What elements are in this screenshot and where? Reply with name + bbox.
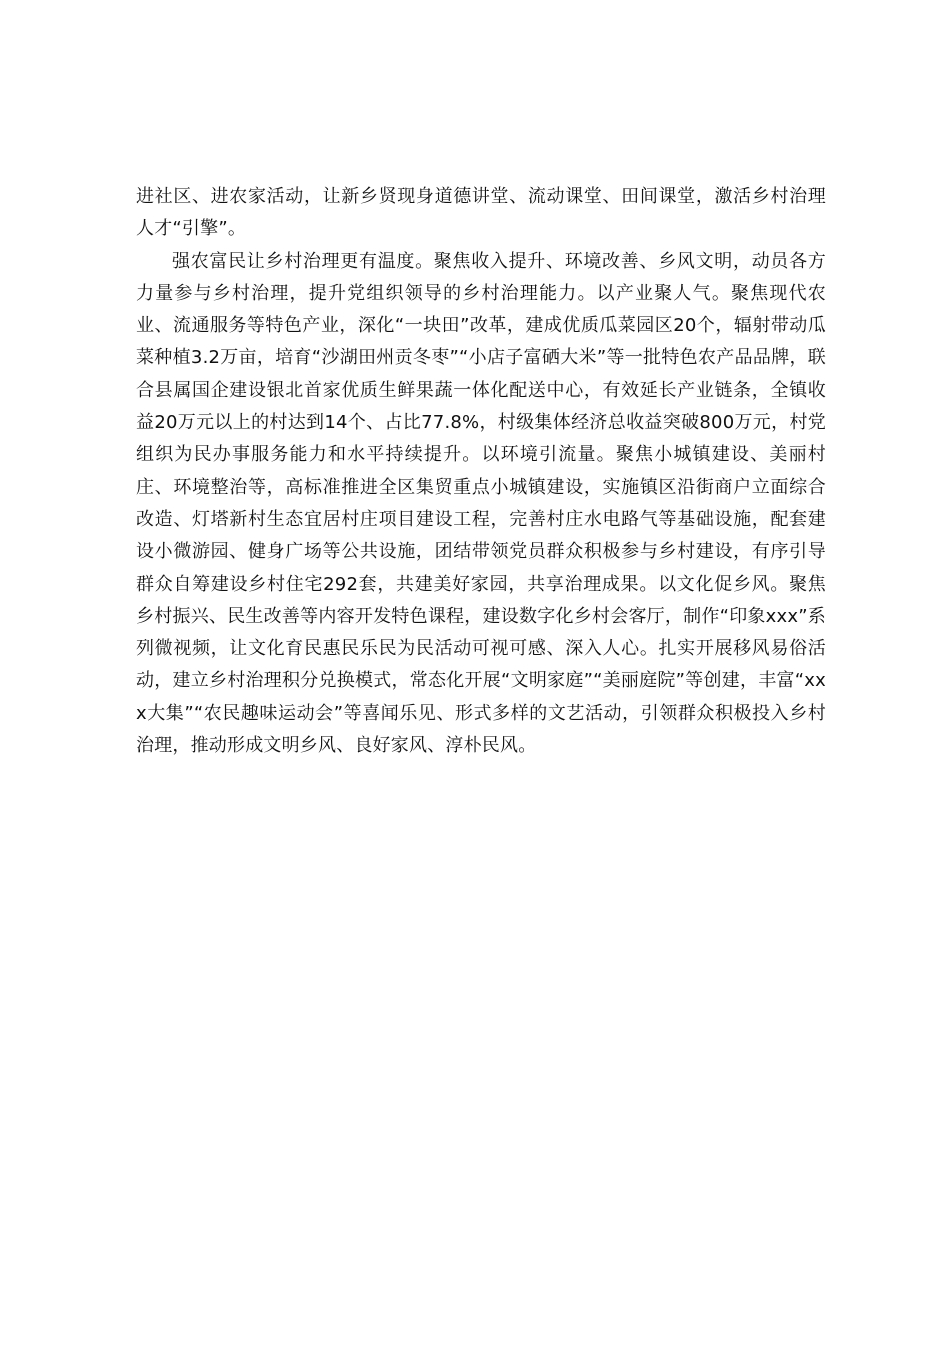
document-body bbox=[136, 181, 826, 762]
paragraph-rural-governance: 强农富民让乡村治理更有温度。聚焦收入提升、环境改善、乡风文明，动员各方力量参与乡村治理，提升党组织领导的乡村治理能力。以产业聚人气。聚焦现代农业、流通服务等特色产业，深化“一块田”改革，建成优质瓜菜园区20个，辐射带动瓜菜种植3.2万亩，培育“沙湖田州贡冬枣”“小店子富硒大米”等一批特色农产品品牌，联合县属国企建设银北首家优质生鲜果蔬一体化配送中心，有效延长产业链条，全镇收益20万元以上的村达到14个、占比77.8%，村级集体经济总收益突破800万元，村党组织为民办事服务能力和水平持续提升。以环境引流量。聚焦小城镇建设、美丽村庄、环境整治等，高标准推进全区集贸重点小城镇建设，实施镇区沿街商户立面综合改造、灯塔新村生态宜居村庄项目建设工程，完善村庄水电路气等基础设施，配套建设小微游园、健身广场等公共设施，团结带领党员群众积极参与乡村建设，有序引导群众自筹建设乡村住宅292套，共建美好家园，共享治理成果。以文化促乡风。聚焦乡村振兴、民生改善等内容开发特色课程，建设数字化乡村会客厅，制作“印象xxx”系列微视频，让文化育民惠民乐民为民活动可视可感、深入人心。扎实开展移风易俗活动，建立乡村治理积分兑换模式，常态化开展“文明家庭”“美丽庭院”等创建，丰富“xxx大集”“农民趣味运动会”等喜闻乐见、形式多样的文艺活动，引领群众积极投入乡村治理，推动形成文明乡风、良好家风、淳朴民风。 bbox=[136, 250, 826, 757]
paragraph-continuation: 进社区、进农家活动，让新乡贤现身道德讲堂、流动课堂、田间课堂，激活乡村治理人才“引擎”。 bbox=[136, 186, 826, 240]
